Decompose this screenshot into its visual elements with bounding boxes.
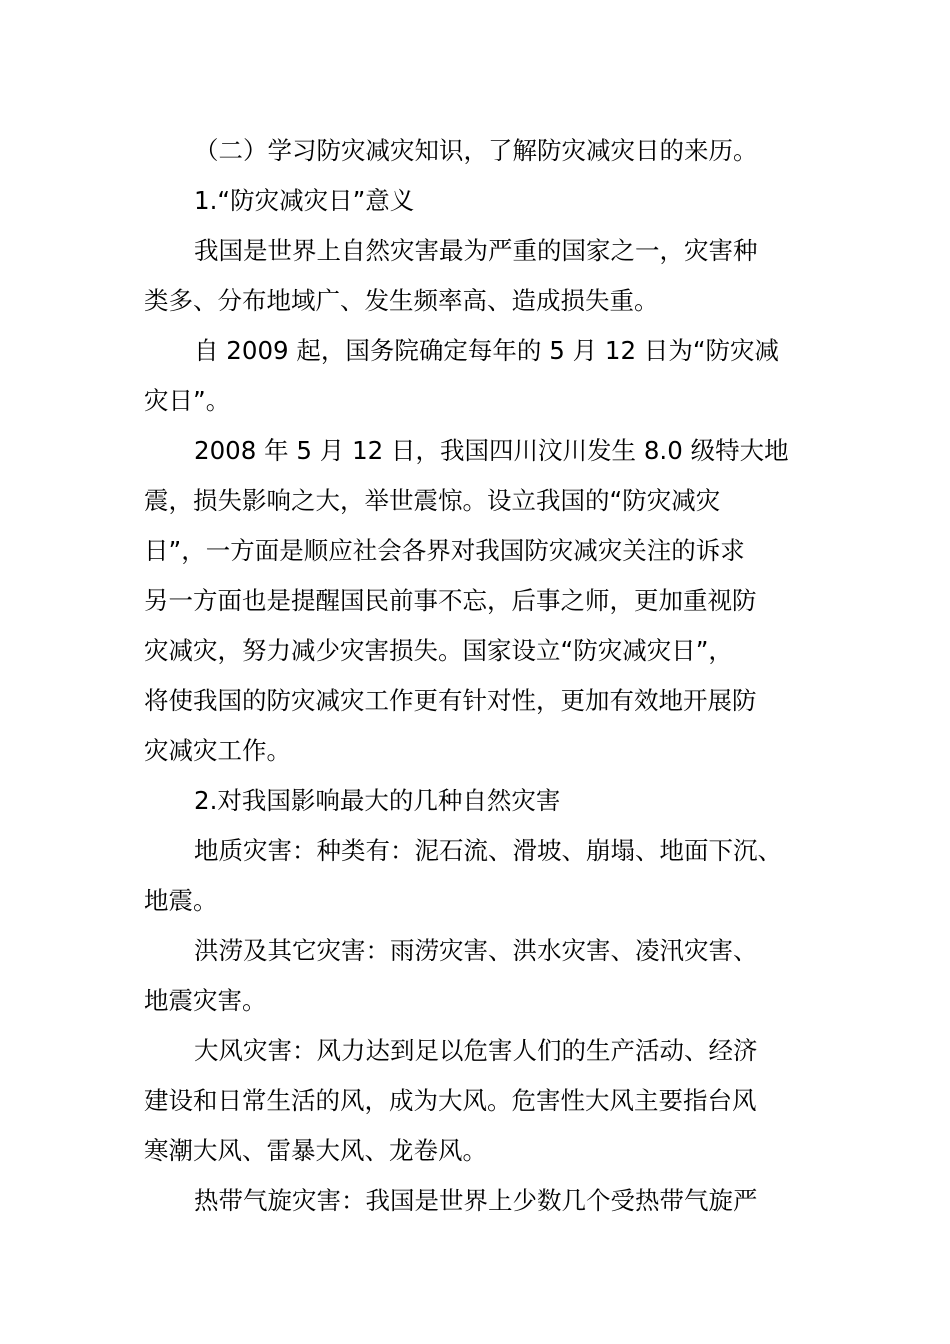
- paragraph-line: 日”，一方面是顺应社会各界对我国防灾减灾关注的诉求: [144, 536, 745, 565]
- paragraph-line: 洪涝及其它灾害：雨涝灾害、洪水灾害、凌汛灾害、: [194, 936, 758, 965]
- paragraph-line: 地震灾害。: [144, 986, 267, 1015]
- subheading-significance: 1.“防灾减灾日”意义: [194, 186, 415, 215]
- paragraph-line: 震，损失影响之大，举世震惊。设立我国的“防灾减灾: [144, 486, 721, 515]
- paragraph-line: 2008 年 5 月 12 日，我国四川汶川发生 8.0 级特大地: [194, 436, 789, 465]
- subheading-disasters: 2.对我国影响最大的几种自然灾害: [194, 786, 561, 815]
- paragraph-line: 我国是世界上自然灾害最为严重的国家之一，灾害种: [194, 236, 758, 265]
- paragraph-line: 热带气旋灾害：我国是世界上少数几个受热带气旋严: [194, 1186, 758, 1215]
- paragraph-line: 建设和日常生活的风，成为大风。危害性大风主要指台风: [144, 1086, 757, 1115]
- paragraph-line: 大风灾害：风力达到足以危害人们的生产活动、经济: [194, 1036, 758, 1065]
- paragraph-line: 另一方面也是提醒国民前事不忘，后事之师，更加重视防: [144, 586, 757, 615]
- section-heading: （二）学习防灾减灾知识，了解防灾减灾日的来历。: [194, 136, 758, 165]
- paragraph-line: 灾减灾，努力减少灾害损失。国家设立“防灾减灾日”，: [144, 636, 733, 665]
- paragraph-line: 自 2009 起，国务院确定每年的 5 月 12 日为“防灾减: [194, 336, 780, 365]
- paragraph-line: 寒潮大风、雷暴大风、龙卷风。: [144, 1136, 487, 1165]
- paragraph-line: 地质灾害：种类有：泥石流、滑坡、崩塌、地面下沉、: [194, 836, 782, 865]
- paragraph-line: 灾减灾工作。: [144, 736, 291, 765]
- paragraph-line: 地震。: [144, 886, 218, 915]
- paragraph-line: 将使我国的防灾减灾工作更有针对性，更加有效地开展防: [144, 686, 757, 715]
- paragraph-line: 灾日”。: [144, 386, 231, 415]
- paragraph-line: 类多、分布地域广、发生频率高、造成损失重。: [144, 286, 659, 315]
